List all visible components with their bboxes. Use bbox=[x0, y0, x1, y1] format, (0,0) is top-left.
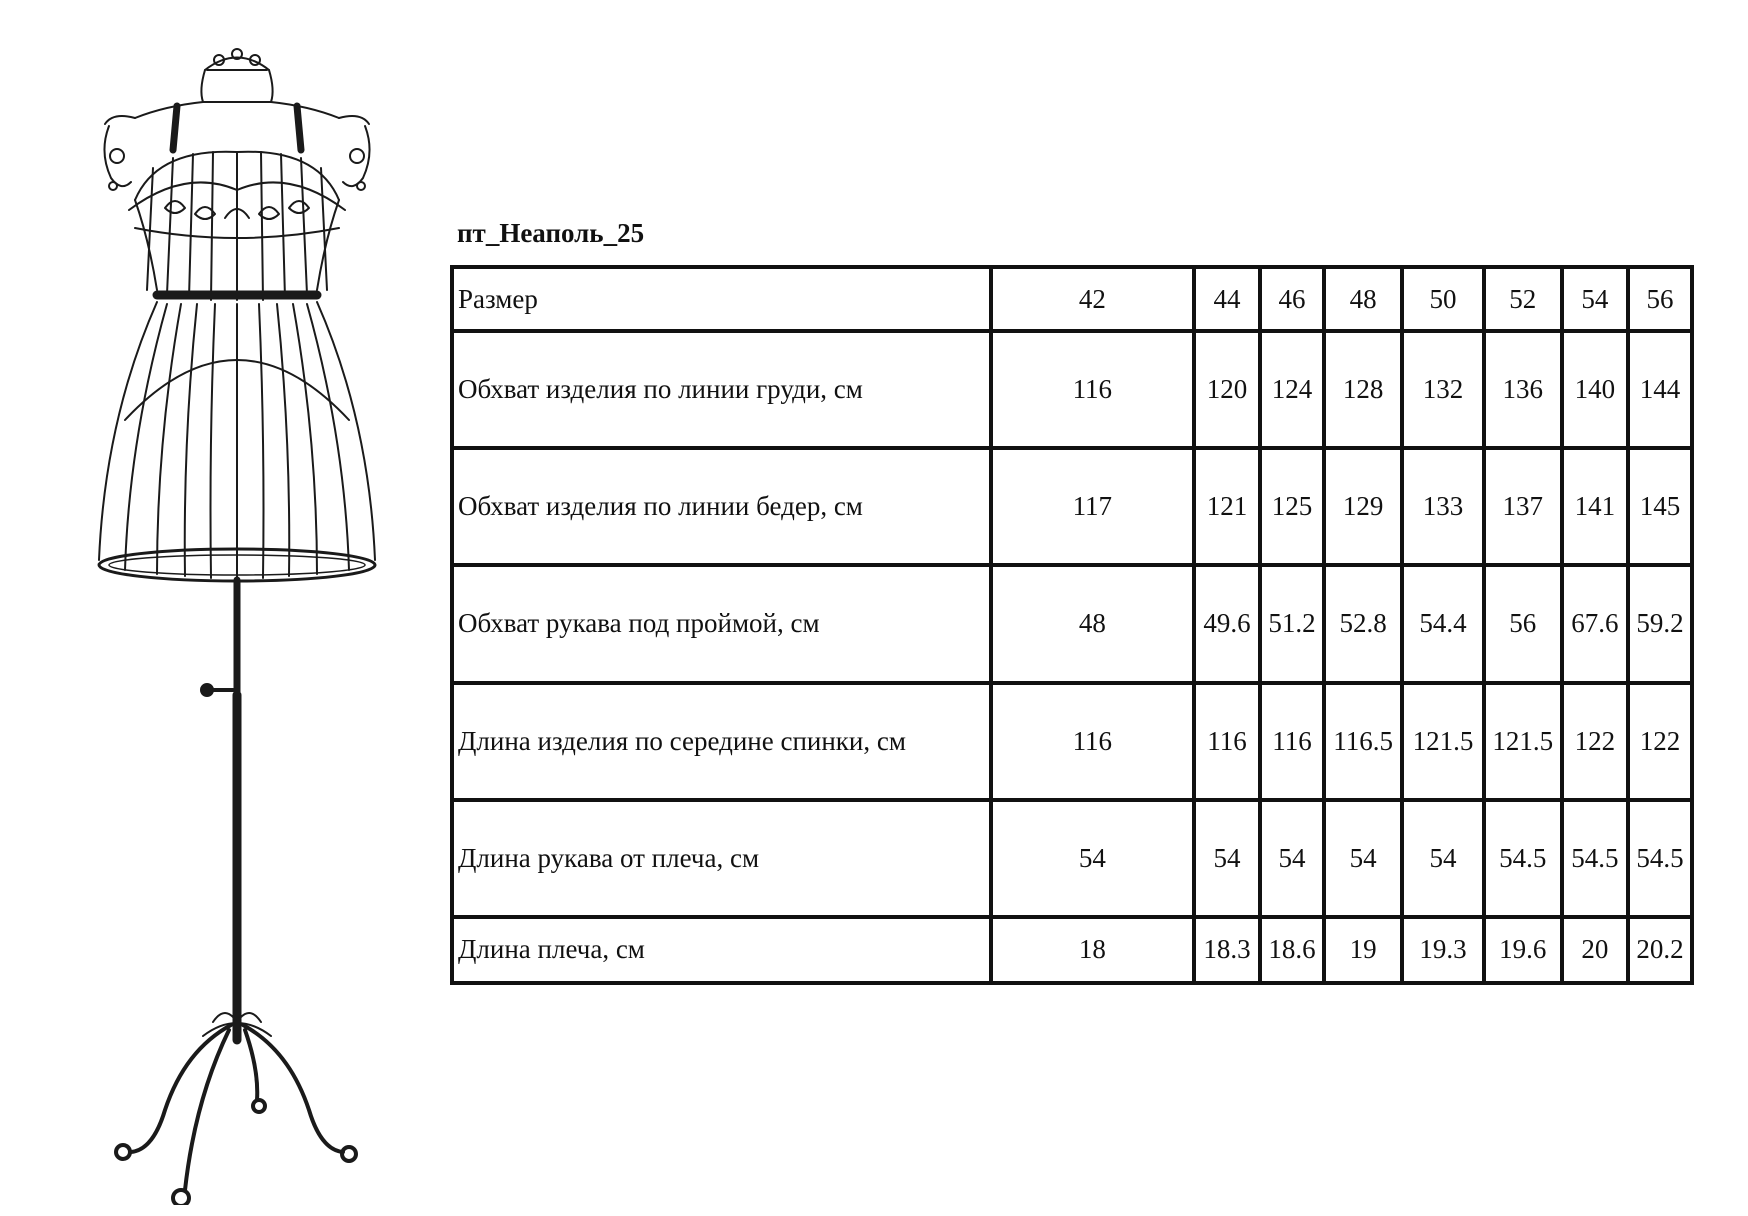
value-cell: 132 bbox=[1402, 331, 1483, 448]
value-cell: 54 bbox=[1402, 800, 1483, 917]
size-cell: 48 bbox=[1324, 267, 1402, 331]
measurement-row bbox=[452, 917, 1692, 983]
measurement-row bbox=[452, 448, 1692, 565]
value-cell: 121.5 bbox=[1484, 683, 1562, 800]
value-cell: 20 bbox=[1562, 917, 1628, 983]
value-cell: 48 bbox=[991, 565, 1194, 682]
size-header-row bbox=[452, 267, 1692, 331]
value-cell: 117 bbox=[991, 448, 1194, 565]
value-cell: 133 bbox=[1402, 448, 1483, 565]
value-cell: 129 bbox=[1324, 448, 1402, 565]
value-cell: 54 bbox=[991, 800, 1194, 917]
value-cell: 141 bbox=[1562, 448, 1628, 565]
size-chart-table bbox=[450, 265, 1694, 985]
bust-cage bbox=[129, 152, 345, 300]
value-cell: 122 bbox=[1628, 683, 1692, 800]
value-cell: 59.2 bbox=[1628, 565, 1692, 682]
value-cell: 136 bbox=[1484, 331, 1562, 448]
measurement-row bbox=[452, 800, 1692, 917]
value-cell: 144 bbox=[1628, 331, 1692, 448]
wire-mannequin-icon bbox=[95, 40, 380, 1205]
value-cell: 116.5 bbox=[1324, 683, 1402, 800]
straps bbox=[173, 106, 301, 150]
row-label: Обхват изделия по линии бедер, см bbox=[452, 448, 991, 565]
value-cell: 54 bbox=[1324, 800, 1402, 917]
skirt-cage bbox=[99, 302, 375, 581]
measurement-row bbox=[452, 683, 1692, 800]
row-label: Длина изделия по середине спинки, см bbox=[452, 683, 991, 800]
header-label: Размер bbox=[452, 267, 991, 331]
value-cell: 122 bbox=[1562, 683, 1628, 800]
value-cell: 51.2 bbox=[1260, 565, 1324, 682]
value-cell: 124 bbox=[1260, 331, 1324, 448]
value-cell: 19.6 bbox=[1484, 917, 1562, 983]
value-cell: 128 bbox=[1324, 331, 1402, 448]
value-cell: 54.5 bbox=[1628, 800, 1692, 917]
value-cell: 20.2 bbox=[1628, 917, 1692, 983]
value-cell: 18.3 bbox=[1194, 917, 1260, 983]
value-cell: 140 bbox=[1562, 331, 1628, 448]
value-cell: 54.5 bbox=[1562, 800, 1628, 917]
size-cell: 50 bbox=[1402, 267, 1483, 331]
value-cell: 52.8 bbox=[1324, 565, 1402, 682]
value-cell: 116 bbox=[1194, 683, 1260, 800]
value-cell: 18.6 bbox=[1260, 917, 1324, 983]
value-cell: 145 bbox=[1628, 448, 1692, 565]
value-cell: 116 bbox=[991, 683, 1194, 800]
value-cell: 116 bbox=[1260, 683, 1324, 800]
size-cell: 42 bbox=[991, 267, 1194, 331]
size-chart-title: пт_Неаполь_25 bbox=[457, 218, 645, 248]
size-cell: 44 bbox=[1194, 267, 1260, 331]
value-cell: 54 bbox=[1260, 800, 1324, 917]
row-label: Обхват изделия по линии груди, см bbox=[452, 331, 991, 448]
value-cell: 137 bbox=[1484, 448, 1562, 565]
value-cell: 56 bbox=[1484, 565, 1562, 682]
neck-crown bbox=[135, 49, 339, 118]
size-cell: 46 bbox=[1260, 267, 1324, 331]
value-cell: 19 bbox=[1324, 917, 1402, 983]
value-cell: 18 bbox=[991, 917, 1194, 983]
value-cell: 54.5 bbox=[1484, 800, 1562, 917]
value-cell: 125 bbox=[1260, 448, 1324, 565]
row-label: Обхват рукава под проймой, см bbox=[452, 565, 991, 682]
value-cell: 54 bbox=[1194, 800, 1260, 917]
measurement-row bbox=[452, 331, 1692, 448]
size-cell: 54 bbox=[1562, 267, 1628, 331]
value-cell: 120 bbox=[1194, 331, 1260, 448]
value-cell: 121 bbox=[1194, 448, 1260, 565]
measurement-row bbox=[452, 565, 1692, 682]
row-label: Длина плеча, см bbox=[452, 917, 991, 983]
value-cell: 19.3 bbox=[1402, 917, 1483, 983]
value-cell: 116 bbox=[991, 331, 1194, 448]
size-cell: 56 bbox=[1628, 267, 1692, 331]
stand-pole bbox=[201, 580, 237, 1040]
size-cell: 52 bbox=[1484, 267, 1562, 331]
value-cell: 49.6 bbox=[1194, 565, 1260, 682]
value-cell: 54.4 bbox=[1402, 565, 1483, 682]
row-label: Длина рукава от плеча, см bbox=[452, 800, 991, 917]
value-cell: 67.6 bbox=[1562, 565, 1628, 682]
value-cell: 121.5 bbox=[1402, 683, 1483, 800]
